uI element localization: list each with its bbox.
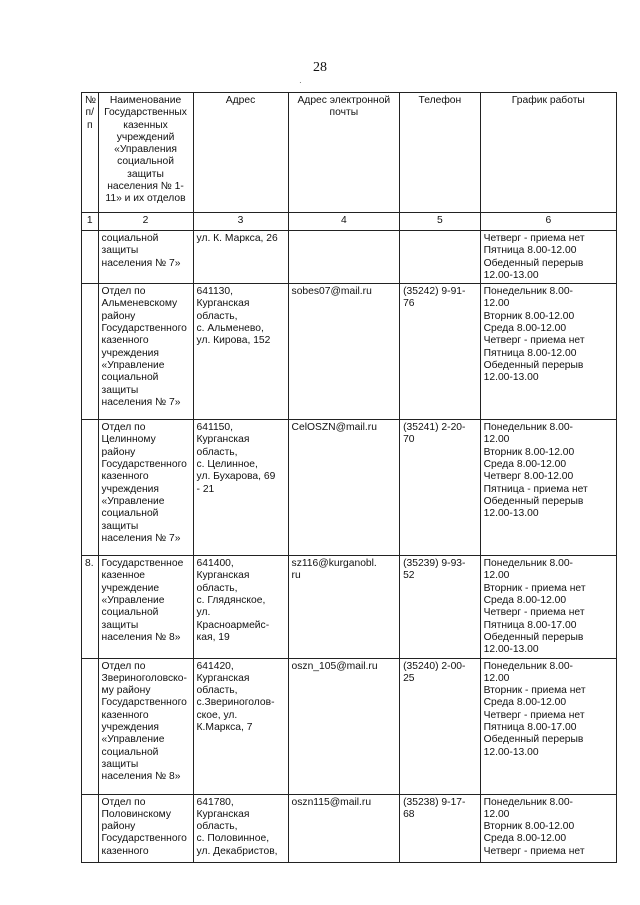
- scan-dot: ·: [299, 78, 302, 87]
- header-schedule: График работы: [480, 93, 616, 213]
- phone: [400, 231, 481, 284]
- row-number: [82, 284, 99, 420]
- row-number: 8.: [82, 556, 99, 658]
- column-number: 1: [82, 213, 99, 231]
- column-number: 4: [288, 213, 400, 231]
- row-number: [82, 794, 99, 862]
- schedule: Понедельник 8.00- 12.00 Вторник - приема нет Среда 8.00-12.00 Четверг - приема нет Пятница 8.00-17.00 Обеденный перерыв 12.00-13.00: [480, 556, 616, 658]
- table-row: [82, 284, 617, 420]
- institution-name: социальной защиты населения № 7»: [98, 231, 193, 284]
- column-number: 6: [480, 213, 616, 231]
- email: sobes07@mail.ru: [288, 284, 400, 420]
- table-row: [82, 658, 617, 794]
- column-number: 3: [193, 213, 288, 231]
- address: 641400, Курганская область, с. Глядянское, ул. Красноармейс- кая, 19: [193, 556, 288, 658]
- institution-name: Отдел по Половинскому району Государственного казенного: [98, 794, 193, 862]
- table-row: [82, 420, 617, 556]
- address: 641420, Курганская область, с.Звериноголов- ское, ул. К.Маркса, 7: [193, 658, 288, 794]
- header-num: № п/п: [82, 93, 99, 213]
- schedule: Четверг - приема нет Пятница 8.00-12.00 Обеденный перерыв 12.00-13.00: [480, 231, 616, 284]
- column-number: 5: [400, 213, 481, 231]
- row-number: [82, 231, 99, 284]
- schedule: Понедельник 8.00- 12.00 Вторник 8.00-12.00 Среда 8.00-12.00 Четверг 8.00-12.00 Пятница - приема нет Обеденный перерыв 12.00-13.00: [480, 420, 616, 556]
- email: CelOSZN@mail.ru: [288, 420, 400, 556]
- email: oszn_105@mail.ru: [288, 658, 400, 794]
- schedule: Понедельник 8.00- 12.00 Вторник - приема нет Среда 8.00-12.00 Четверг - приема нет Пятница 8.00-17.00 Обеденный перерыв 12.00-13.00: [480, 658, 616, 794]
- phone: (35240) 2-00- 25: [400, 658, 481, 794]
- phone: (35238) 9-17- 68: [400, 794, 481, 862]
- header-row: [82, 93, 617, 213]
- address: 641130, Курганская область, с. Альменево, ул. Кирова, 152: [193, 284, 288, 420]
- schedule: Понедельник 8.00- 12.00 Вторник 8.00-12.00 Среда 8.00-12.00 Четверг - приема нет Пятница 8.00-12.00 Обеденный перерыв 12.00-13.00: [480, 284, 616, 420]
- email: oszn115@mail.ru: [288, 794, 400, 862]
- column-numbers-row: [82, 213, 617, 231]
- institutions-table: [81, 92, 617, 863]
- phone: (35241) 2-20- 70: [400, 420, 481, 556]
- phone: (35242) 9-91- 76: [400, 284, 481, 420]
- header-phone: Телефон: [400, 93, 481, 213]
- institution-name: Государственное казенное учреждение «Управление социальной защиты населения № 8»: [98, 556, 193, 658]
- institution-name: Отдел по Звериноголовско- му району Государственного казенного учреждения «Управление социальной защиты населения № 8»: [98, 658, 193, 794]
- institution-name: Отдел по Альменевскому району Государственного казенного учреждения «Управление социальной защиты населения № 7»: [98, 284, 193, 420]
- phone: (35239) 9-93- 52: [400, 556, 481, 658]
- address: 641780, Курганская область, с. Половинное, ул. Декабристов,: [193, 794, 288, 862]
- institution-name: Отдел по Целинному району Государственного казенного учреждения «Управление социальной защиты населения № 7»: [98, 420, 193, 556]
- page-number: 28: [313, 60, 327, 75]
- header-email: Адрес электронной почты: [288, 93, 400, 213]
- table-row: [82, 231, 617, 284]
- table-row: [82, 556, 617, 658]
- email: sz116@kurganobl. ru: [288, 556, 400, 658]
- address: ул. К. Маркса, 26: [193, 231, 288, 284]
- row-number: [82, 420, 99, 556]
- row-number: [82, 658, 99, 794]
- header-name: Наименование Государственных казенных учреждений «Управления социальной защиты населения № 1- 11» и их отделов: [98, 93, 193, 213]
- table-row: [82, 794, 617, 862]
- column-number: 2: [98, 213, 193, 231]
- address: 641150, Курганская область, с. Целинное, ул. Бухарова, 69 - 21: [193, 420, 288, 556]
- email: [288, 231, 400, 284]
- header-address: Адрес: [193, 93, 288, 213]
- schedule: Понедельник 8.00- 12.00 Вторник 8.00-12.00 Среда 8.00-12.00 Четверг - приема нет: [480, 794, 616, 862]
